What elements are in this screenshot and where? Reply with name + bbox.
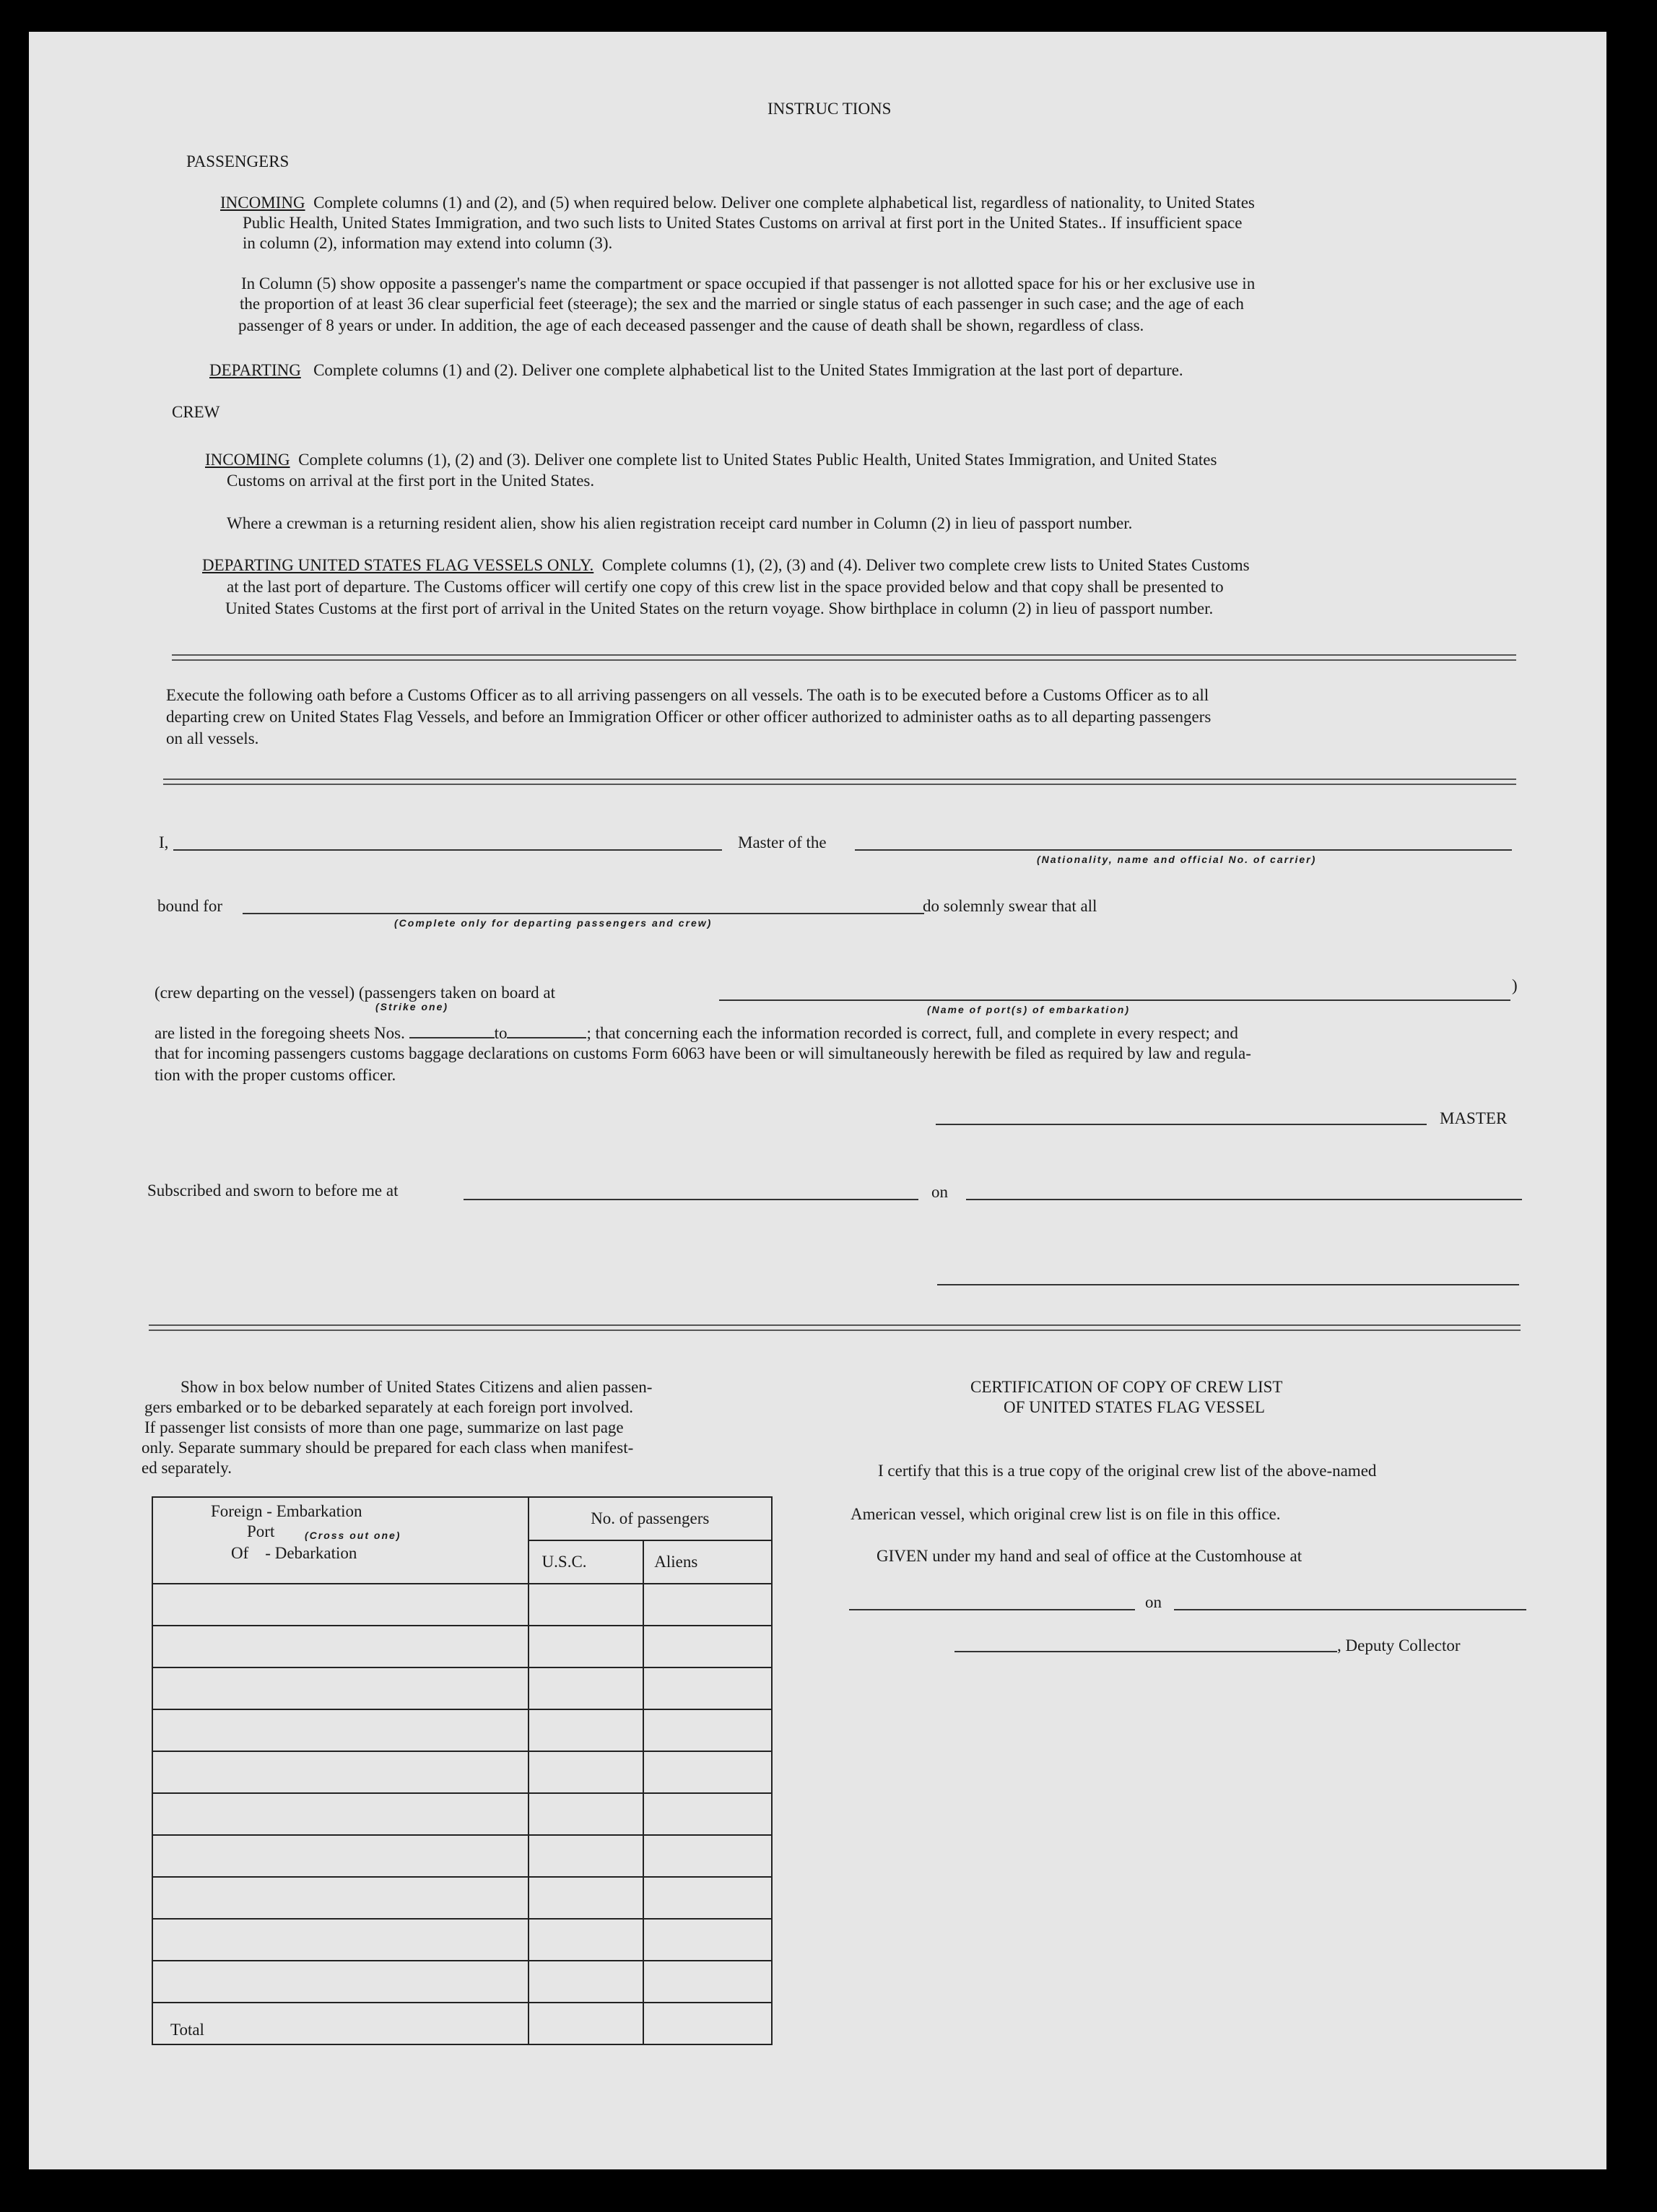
deputy-collector-signature-field[interactable] [954,1651,1337,1652]
passengers-incoming-text-2: Public Health, United States Immigration, and two such lists to United States Customs on arrival at first port in the United States.. If insufficient space [243,214,1243,232]
port-cell[interactable] [152,1793,529,1835]
oath-instructions-2: departing crew on United States Flag Vessels, and before an Immigration Officer or other officer authorized to administer oaths as to all departing passengers [166,708,1212,726]
port-cell[interactable] [152,1584,529,1626]
table-row [152,1919,772,1961]
sworn-place-field[interactable] [464,1199,918,1200]
dash-label: - [265,1544,271,1562]
summary-intro-1: Show in box below number of United States Citizens and alien passen- [181,1378,653,1396]
usc-cell[interactable] [529,1709,644,1751]
section-divider-1 [172,654,1516,661]
port-cell[interactable] [152,1877,529,1919]
aliens-cell[interactable] [643,1835,772,1877]
table-row [152,1584,772,1626]
port-label: Port [247,1522,275,1540]
listed-correct-text: ; that concerning each the information recorded is correct, full, and complete in every respect; and [586,1024,1238,1042]
passengers-departing-label: DEPARTING [209,361,301,379]
swear-text: do solemnly swear that all [923,897,1097,915]
no-of-passengers-header: No. of passengers [529,1497,772,1540]
master-label: MASTER [1440,1109,1508,1127]
page-title: INSTRUC TIONS [767,100,892,118]
usc-header: U.S.C. [529,1540,644,1584]
carrier-field[interactable] [855,849,1512,851]
usc-cell[interactable] [529,1667,644,1709]
usc-total-cell[interactable] [529,2003,644,2044]
usc-cell[interactable] [529,1584,644,1626]
crew-departing-line-1 [202,555,1250,576]
listed-line-2: that for incoming passengers customs baggage declarations on customs Form 6063 have been or will simultaneously herewith be filed as required by law and regula- [155,1044,1251,1062]
crew-departing-label: DEPARTING UNITED STATES FLAG VESSELS ONLY. [202,556,594,574]
master-signature-field[interactable] [936,1124,1427,1125]
table-row [152,1667,772,1709]
master-name-field[interactable] [173,849,722,851]
summary-intro-5: ed separately. [142,1459,232,1477]
aliens-cell[interactable] [643,1877,772,1919]
table-row [152,1961,772,2003]
port-cell[interactable] [152,1961,529,2003]
certification-line-3: GIVEN under my hand and seal of office at the Customhouse at [877,1547,1302,1565]
sworn-date-field[interactable] [966,1199,1522,1200]
certification-on-label: on [1145,1593,1162,1611]
aliens-header: Aliens [643,1540,772,1584]
aliens-cell[interactable] [643,1626,772,1667]
oath-i-label: I, [159,833,169,851]
passenger-summary-table [152,1496,773,2045]
crew-incoming-line-1 [205,449,1217,471]
port-cell[interactable] [152,1919,529,1961]
total-row [152,2003,772,2044]
complete-only-hint: (Complete only for departing passengers and crew) [394,917,713,929]
debarkation-label: Debarkation [274,1544,357,1562]
form-page [29,32,1606,2169]
crew-incoming-label: INCOMING [205,451,290,469]
summary-intro-3: If passenger list consists of more than one page, summarize on last page [144,1418,624,1436]
port-cell[interactable] [152,1751,529,1793]
subscribed-label: Subscribed and sworn to before me at [147,1181,399,1200]
table-row [152,1877,772,1919]
passengers-departing-text: Complete columns (1) and (2). Deliver one complete alphabetical list to the United States Immigration at the last port of departure. [313,361,1183,379]
crew-heading: CREW [172,403,220,421]
aliens-cell[interactable] [643,1793,772,1835]
usc-cell[interactable] [529,1751,644,1793]
summary-intro-2: gers embarked or to be debarked separately at each foreign port involved. [144,1398,633,1416]
crew-departing-statement: (crew departing on the vessel) (passengers taken on board at [155,984,555,1002]
passengers-incoming-text-1: Complete columns (1) and (2), and (5) when required below. Deliver one complete alphabetical list, regardless of nationality, to United States [313,194,1255,212]
port-cell[interactable] [152,1626,529,1667]
certification-title-1: CERTIFICATION OF COPY OF CREW LIST [970,1378,1283,1396]
aliens-cell[interactable] [643,1961,772,2003]
crew-incoming-text-2: Customs on arrival at the first port in the United States. [227,472,595,490]
crew-incoming-text-1: Complete columns (1), (2) and (3). Deliver one complete list to United States Public Health, United States Immigration, and United States [298,451,1217,469]
usc-cell[interactable] [529,1961,644,2003]
bound-for-field[interactable] [243,913,924,914]
officer-signature-field[interactable] [937,1284,1519,1285]
aliens-cell[interactable] [643,1751,772,1793]
port-cell[interactable] [152,1709,529,1751]
section-divider-2 [163,778,1516,785]
aliens-cell[interactable] [643,1584,772,1626]
certification-line-2: American vessel, which original crew list is on file in this office. [851,1505,1281,1523]
certification-title-2: OF UNITED STATES FLAG VESSEL [1004,1398,1265,1416]
aliens-total-cell[interactable] [643,2003,772,2044]
oath-instructions-3: on all vessels. [166,729,259,747]
usc-cell[interactable] [529,1626,644,1667]
listed-line-3: tion with the proper customs officer. [155,1066,396,1084]
table-row [152,1793,772,1835]
crew-departing-text-3: United States Customs at the first port of arrival in the United States on the return voyage. Show birthplace in column (2) in lieu of passport number. [225,599,1214,617]
passengers-incoming-line-1 [220,192,1255,214]
listed-to-text: to [494,1024,508,1042]
embarkation-label: Embarkation [276,1502,362,1520]
close-paren: ) [1512,976,1518,994]
table-row [152,1626,772,1667]
summary-intro-4: only. Separate summary should be prepared for each class when manifest- [142,1439,634,1457]
table-row [152,1835,772,1877]
port-cell[interactable] [152,1667,529,1709]
passengers-departing-line [209,360,1183,381]
sheet-from-field[interactable] [409,1024,495,1038]
table-row [152,1709,772,1751]
port-cell[interactable] [152,1835,529,1877]
embarkation-ports-field[interactable] [719,999,1510,1001]
nationality-hint: (Nationality, name and official No. of carrier) [1037,854,1317,865]
sheet-to-field[interactable] [507,1024,586,1038]
usc-cell[interactable] [529,1793,644,1835]
aliens-cell[interactable] [643,1667,772,1709]
name-of-ports-hint: (Name of port(s) of embarkation) [927,1004,1131,1015]
column5-text-2: the proportion of at least 36 clear superficial feet (steerage); the sex and the married or single status of each passenger in such case; and the age of each [240,295,1244,313]
oath-instructions-1: Execute the following oath before a Customs Officer as to all arriving passengers on all vessels. The oath is to be executed before a Customs Officer as to all [166,686,1209,704]
strike-one-hint: (Strike one) [375,1001,449,1012]
table-row [152,1751,772,1793]
cross-out-hint: (Cross out one) [305,1530,401,1541]
passengers-heading: PASSENGERS [186,152,290,170]
listed-line-1 [155,1023,1238,1044]
certification-date-field[interactable] [1174,1609,1526,1610]
of-label: Of [231,1544,249,1562]
aliens-cell[interactable] [643,1709,772,1751]
foreign-label: Foreign - [211,1502,272,1520]
column5-text-3: passenger of 8 years or under. In addition, the age of each deceased passenger and the cause of death shall be shown, regardless of class. [238,316,1144,334]
column5-text-1: In Column (5) show opposite a passenger's name the compartment or space occupied if that passenger is not allotted space for his or her exclusive use in [241,274,1256,292]
usc-cell[interactable] [529,1835,644,1877]
certification-line-1: I certify that this is a true copy of the original crew list of the above-named [878,1462,1377,1480]
passengers-incoming-text-3: in column (2), information may extend into column (3). [243,234,613,252]
master-of-the-label: Master of the [738,833,827,851]
total-label: Total [152,2003,529,2044]
port-column-header [152,1497,529,1584]
crew-alien-text: Where a crewman is a returning resident alien, show his alien registration receipt card number in Column (2) in lieu of passport number. [227,514,1133,532]
deputy-collector-label: , Deputy Collector [1337,1636,1461,1654]
passengers-incoming-label: INCOMING [220,194,305,212]
listed-sheets-text: are listed in the foregoing sheets Nos. [155,1024,405,1042]
bound-for-label: bound for [157,897,223,915]
usc-cell[interactable] [529,1919,644,1961]
customhouse-field[interactable] [849,1609,1135,1610]
usc-cell[interactable] [529,1877,644,1919]
crew-departing-text-2: at the last port of departure. The Customs officer will certify one copy of this crew list in the space provided below and that copy shall be presented to [227,578,1224,596]
sworn-on-label: on [931,1183,948,1201]
crew-departing-text-1: Complete columns (1), (2), (3) and (4). Deliver two complete crew lists to United States Customs [601,556,1250,574]
aliens-cell[interactable] [643,1919,772,1961]
section-divider-3 [149,1324,1521,1331]
